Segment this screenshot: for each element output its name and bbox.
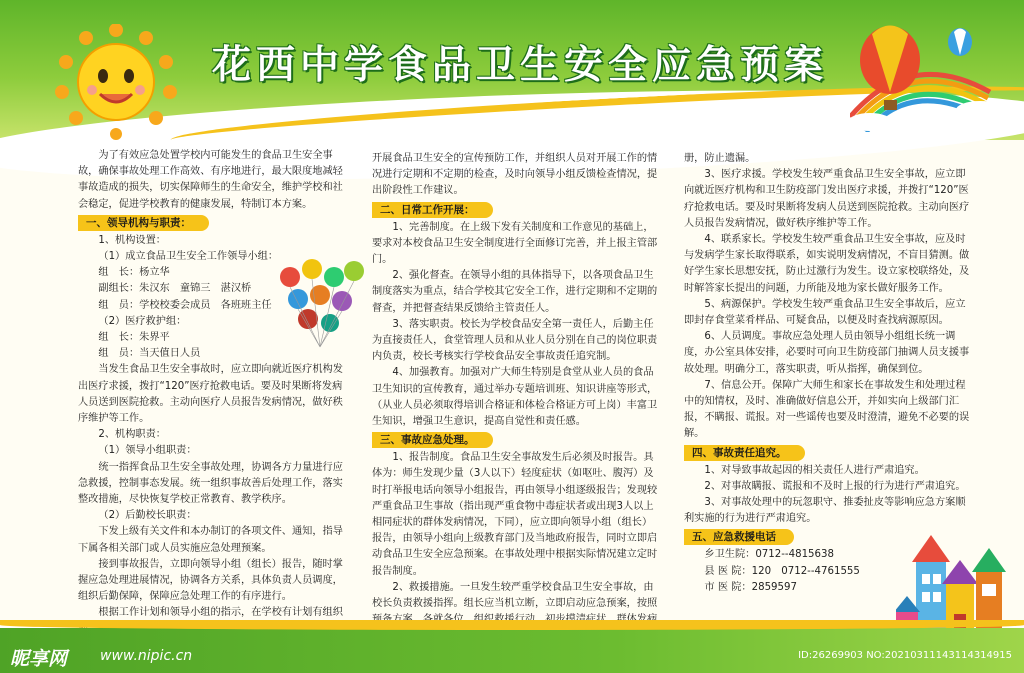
paragraph: 1、报告制度。食品卫生安全事故发生后必须及时报告。具体为：师生发现少量（3人以下）轻度症状（如呕吐、腹泻）及时打举报电话向领导小组报告，再由领导小组逐级报告；发现较严重食品卫生事故（指出现严重食物中毒症状者或出现3人以上相同症状的群体发病情况，下同），应立即向领导小组（组长）报告，由领导小组向上级教育部门及当地政府报告，同时立即启动食品卫生安全应急预案。在事故处理中根据实际情况建立定时报告制度。 (372, 452, 658, 577)
paragraph: 下发上级有关文件和本办制订的各项文件、通知，指导下属各相关部门或人员实施应急处理预案。 (78, 526, 343, 554)
watermark-id: ID:26269903 NO:20210311143114314915 (798, 650, 1012, 661)
poster-title: 花西中学食品卫生安全应急预案 (211, 43, 828, 88)
medical-group-heading: （2）医疗救护组： (98, 315, 187, 327)
paragraph: 2、救援措施。一旦发生较严重学校食品卫生安全事故，由校长负责救援指挥。组长应当机立断，立即启动应急预案，按照 (372, 581, 658, 610)
paragraph: 当发生食品卫生安全事故时，应立即向就近医疗机构发出医疗求援，拨打“120”医疗抢救电话。要及时果断将发病人员送到医院抢救。主动向医疗人员报告发病情况，做好秩序维护等工作。 (78, 364, 343, 425)
watermark-url: www.nipic.cn (100, 648, 193, 664)
members-line: 组 员：学校校委会成员 各班班主任 (98, 299, 272, 311)
paragraph: 统一指挥食品卫生安全事故处理，协调各方力量进行应急救援，控制事态发展。统一组织事故善后处理工作，落实整改措施，尽快恢复学校正常教育、教学秩序。 (78, 461, 343, 506)
duties-heading: 2、机构职责： (98, 429, 166, 441)
paragraph: 2、强化督查。在领导小组的具体指导下，以各项食品卫生制度落实为重点，结合学校其它安全工作，进行定期和不定期的督查，并把督查结果反馈给主管责任人。 (372, 270, 658, 314)
section-heading-4: 四、事故责任追究。 (684, 445, 805, 461)
medical-leader-line: 组 长：朱界平 (98, 332, 170, 344)
intro-paragraph: 为了有效应急处置学校内可能发生的食品卫生安全事故，确保事故处理工作高效、有序地进行，最大限度地减轻事故造成的损失，切实保障师生的生命安全，维护学校和社会稳定，促进学校教育的健康发展，特制订本方案。 (78, 150, 343, 210)
column-right (684, 151, 974, 596)
phone-township-hospital: 乡卫生院：0712--4815638 (704, 549, 834, 561)
paragraph: 2、对事故瞒报、谎报和不及时上报的行为进行严肃追究。 (704, 480, 966, 492)
paragraph: 6、人员调度。事故应急处理人员由领导小组组长统一调度，办公室具体安排，必要时可向卫生防疫部门抽调人员支援事故处理。明确分工，落实职责，听从指挥，确保到位。 (684, 331, 970, 375)
paragraph: 4、加强教育。加强对广大师生特别是食堂从业人员的食品卫生知识的宣传教育，通过举办专题培训班、知识讲座等形式，（从业人员必须取得培训合格证和体检合格证方可上岗）丰富卫生知识，增强卫生意识，提高自觉性和责任感。 (372, 367, 658, 428)
paragraph: 根据工作计划和领导小组的指示，在学校有计划有组织 (98, 607, 343, 619)
paragraph: 5、病源保护。学校发生较严重食品卫生安全事故后，应立即封存食堂菜肴样品、可疑食品，以便及时查找病源原因。 (684, 298, 966, 327)
paragraph: 3、落实职责。校长为学校食品安全第一责任人，后勤主任为直接责任人，食堂管理人员和从业人员分别在自己的岗位职责内负责，校长考核实行学校食品安全事故责任追究制。 (372, 318, 658, 363)
section-heading-3: 三、事故应急处理。 (372, 432, 493, 448)
paragraph: 1、对导致事故起因的相关责任人进行严肃追究。 (704, 464, 925, 476)
paragraph: 4、联系家长。学校发生较严重食品卫生安全事故，应及时与发病学生家长取得联系，如实说明发病情况，不盲目猜测。做好学生家长思想安抚，防止过激行为发生。设立家校联络处，及时解答家长提出的问题，力所能及地为家长做好服务工作。 (684, 234, 970, 294)
paragraph: 3、对事故处理中的玩忽职守、推委扯皮等影响应急方案顺利实施的行为进行严肃追究。 (684, 497, 966, 525)
org-setup-heading: 1、机构设置： (98, 234, 166, 246)
phone-city-hospital: 市 医 院：2859597 (704, 581, 797, 593)
paragraph: 7、信息公开。保障广大师生和家长在事故发生和处理过程中的知情权，及时、准确做好信息公开，并如实向上级部门汇报，不瞒报、谎报。对一些谣传也要及时澄清，避免不必要的误解。 (684, 379, 970, 440)
hot-air-balloon-icon (850, 22, 1020, 132)
leadership-duties-heading: （1）领导小组职责： (98, 445, 197, 457)
medical-members-line: 组 员：当天值日人员 (98, 348, 201, 360)
column-middle (372, 151, 662, 645)
section-heading-5: 五、应急救援电话 (684, 529, 794, 545)
leadership-group-heading: （1）成立食品卫生安全工作领导小组： (98, 251, 279, 263)
leader-line: 组 长：杨立华 (98, 267, 170, 279)
paragraph: 接到事故报告，立即向领导小组（组长）报告，随时掌握应急处理进展情况，协调各方关系，具体负责人员调度，组织后勤保障，保障应急处理工作的有序进行。 (78, 558, 343, 603)
deputy-leader-line: 副组长：朱汉东 童锦三 湛汉桥 (98, 283, 252, 295)
phone-county-hospital: 县 医 院：120 0712--4761555 (704, 565, 860, 577)
logistics-duties-heading: （2）后勤校长职责： (98, 510, 197, 522)
paragraph: 3、医疗求援。学校发生较严重食品卫生安全事故，应立即向就近医疗机构和卫生防疫部门发出医疗求援，并拨打“120”医疗抢救电话。要及时果断将发病人员送到医院抢救。主动向医疗人员报告发病情况，做好秩序维护等工作。 (684, 169, 970, 229)
paragraph: 册，防止遗漏。 (684, 153, 756, 164)
section-heading-2: 二、日常工作开展： (372, 202, 493, 218)
section-heading-1: 一、领导机构与职责： (78, 215, 209, 231)
paragraph: 开展食品卫生安全的宣传预防工作，并组织人员对开展工作的情况进行定期和不定期的检查，及时向领导小组反馈检查情况，提出阶段性工作建议。 (372, 153, 658, 197)
smiling-sun-icon (48, 24, 188, 142)
column-left (78, 148, 348, 638)
paragraph: 1、完善制度。在上级下发有关制度和工作意见的基础上，要求对本校食品卫生安全制度进行全面修订完善，并上报主管部门。 (372, 221, 658, 266)
watermark-logo: 昵享网 (10, 648, 68, 670)
